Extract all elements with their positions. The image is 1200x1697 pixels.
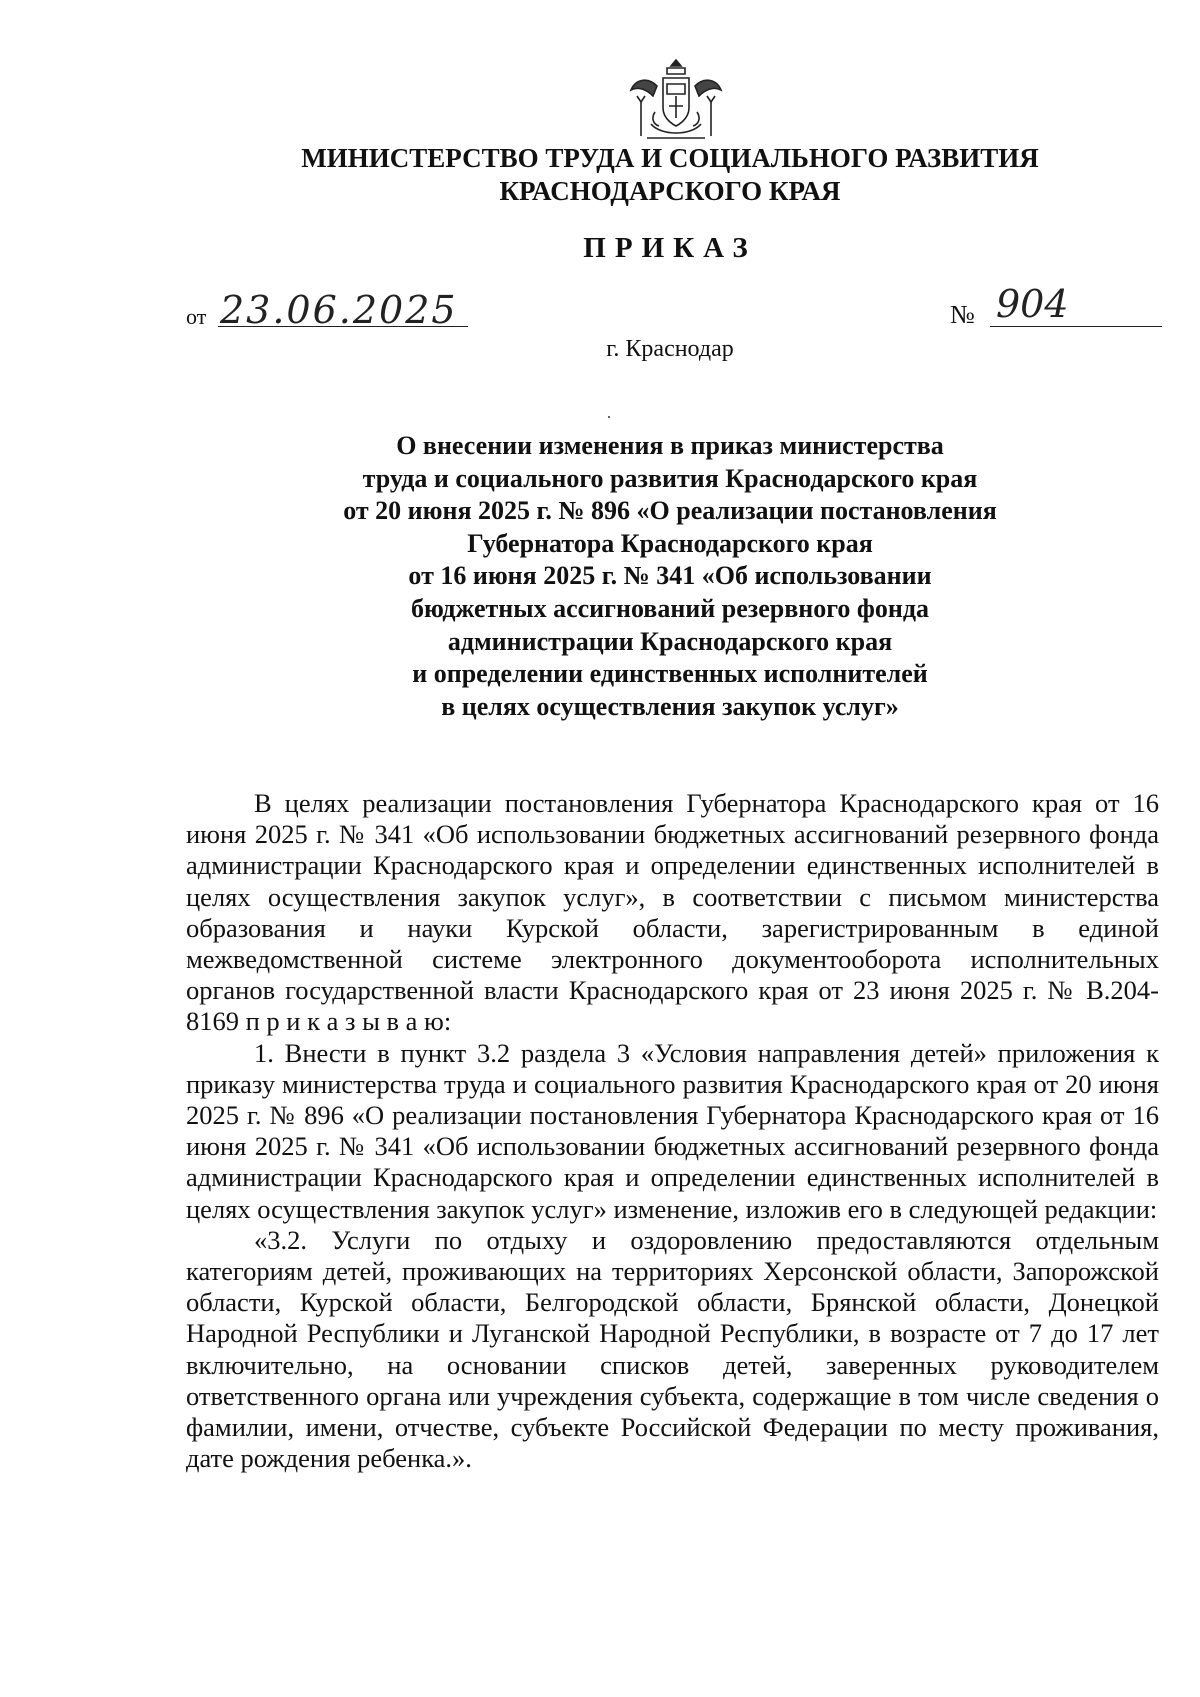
document-title: [0, 430, 1200, 723]
title-line: от 20 июня 2025 г. № 896 «О реализации постановления: [343, 496, 997, 526]
number-prefix: №: [950, 300, 975, 329]
number-value: 904: [996, 282, 1069, 326]
title-line: О внесении изменения в приказ министерства: [396, 431, 944, 460]
coat-of-arms-icon: [627, 56, 725, 144]
title-line: от 16 июня 2025 г. № 341 «Об использовании: [408, 561, 932, 591]
scan-speck: [608, 416, 610, 418]
title-line: и определении единственных исполнителей: [412, 659, 928, 689]
number-underline: [990, 326, 1162, 327]
body-paragraph-new-wording: «3.2. Услуги по отдыху и оздоровлению предоставляются отдельным категориям детей, проживающих на территориях Херсонской области, Запорожской области, Курской области, Белгородской области, Брянской области, Донецкой Народной Республики и Луганской Народной Республики, в возрасте от 7 до 17 лет включительно, на основании списков детей, заверенных руководителем ответственного органа или учреждения субъекта, содержащие в том числе сведения о фамилии, имени, отчестве, субъекте Российской Федерации по месту проживания, дате рождения ребенка.».: [186, 1224, 1159, 1474]
date-value: 23.06.2025: [220, 288, 458, 332]
title-line: труда и социального развития Краснодарского края: [362, 463, 978, 493]
title-line: в целях осуществления закупок услуг»: [441, 691, 899, 721]
title-line: бюджетных ассигнований резервного фонда: [410, 593, 930, 623]
date-prefix: от: [186, 304, 207, 329]
title-line: Губернатора Краснодарского края: [467, 528, 873, 558]
body-paragraph-preamble: В целях реализации постановления Губернатора Краснодарского края от 16 июня 2025 г. № 341 «Об использовании бюджетных ассигнований резервного фонда администрации Краснодарского края и определении единственных исполнителей в целях осуществления закупок услуг», в соответствии с письмом министерства образования и науки Курской области, зарегистрированным в единой межведомственной системе электронного документооборота исполнительных органов государственной власти Краснодарского края от 23 июня 2025 г. № В.204-8169 п р и к а з ы в а ю:: [186, 788, 1159, 1037]
title-line: администрации Краснодарского края: [447, 626, 893, 656]
document-type: ПРИКАЗ: [583, 232, 757, 264]
ministry-line-1: МИНИСТЕРСТВО ТРУДА И СОЦИАЛЬНОГО РАЗВИТИЯ: [301, 143, 1039, 173]
city: г. Краснодар: [606, 336, 734, 362]
document-body: [186, 788, 1159, 1474]
body-paragraph-item-1: 1. Внести в пункт 3.2 раздела 3 «Условия направления детей» приложения к приказу министерства труда и социального развития Краснодарского края от 20 июня 2025 г. № 896 «О реализации постановления Губернатора Краснодарского края от 16 июня 2025 г. № 341 «Об использовании бюджетных ассигнований резервного фонда администрации Краснодарского края и определении единственных исполнителей в целях осуществления закупок услуг» изменение, изложив его в следующей редакции:: [186, 1037, 1159, 1224]
ministry-name: [0, 142, 1200, 208]
ministry-line-2: КРАСНОДАРСКОГО КРАЯ: [499, 176, 841, 206]
